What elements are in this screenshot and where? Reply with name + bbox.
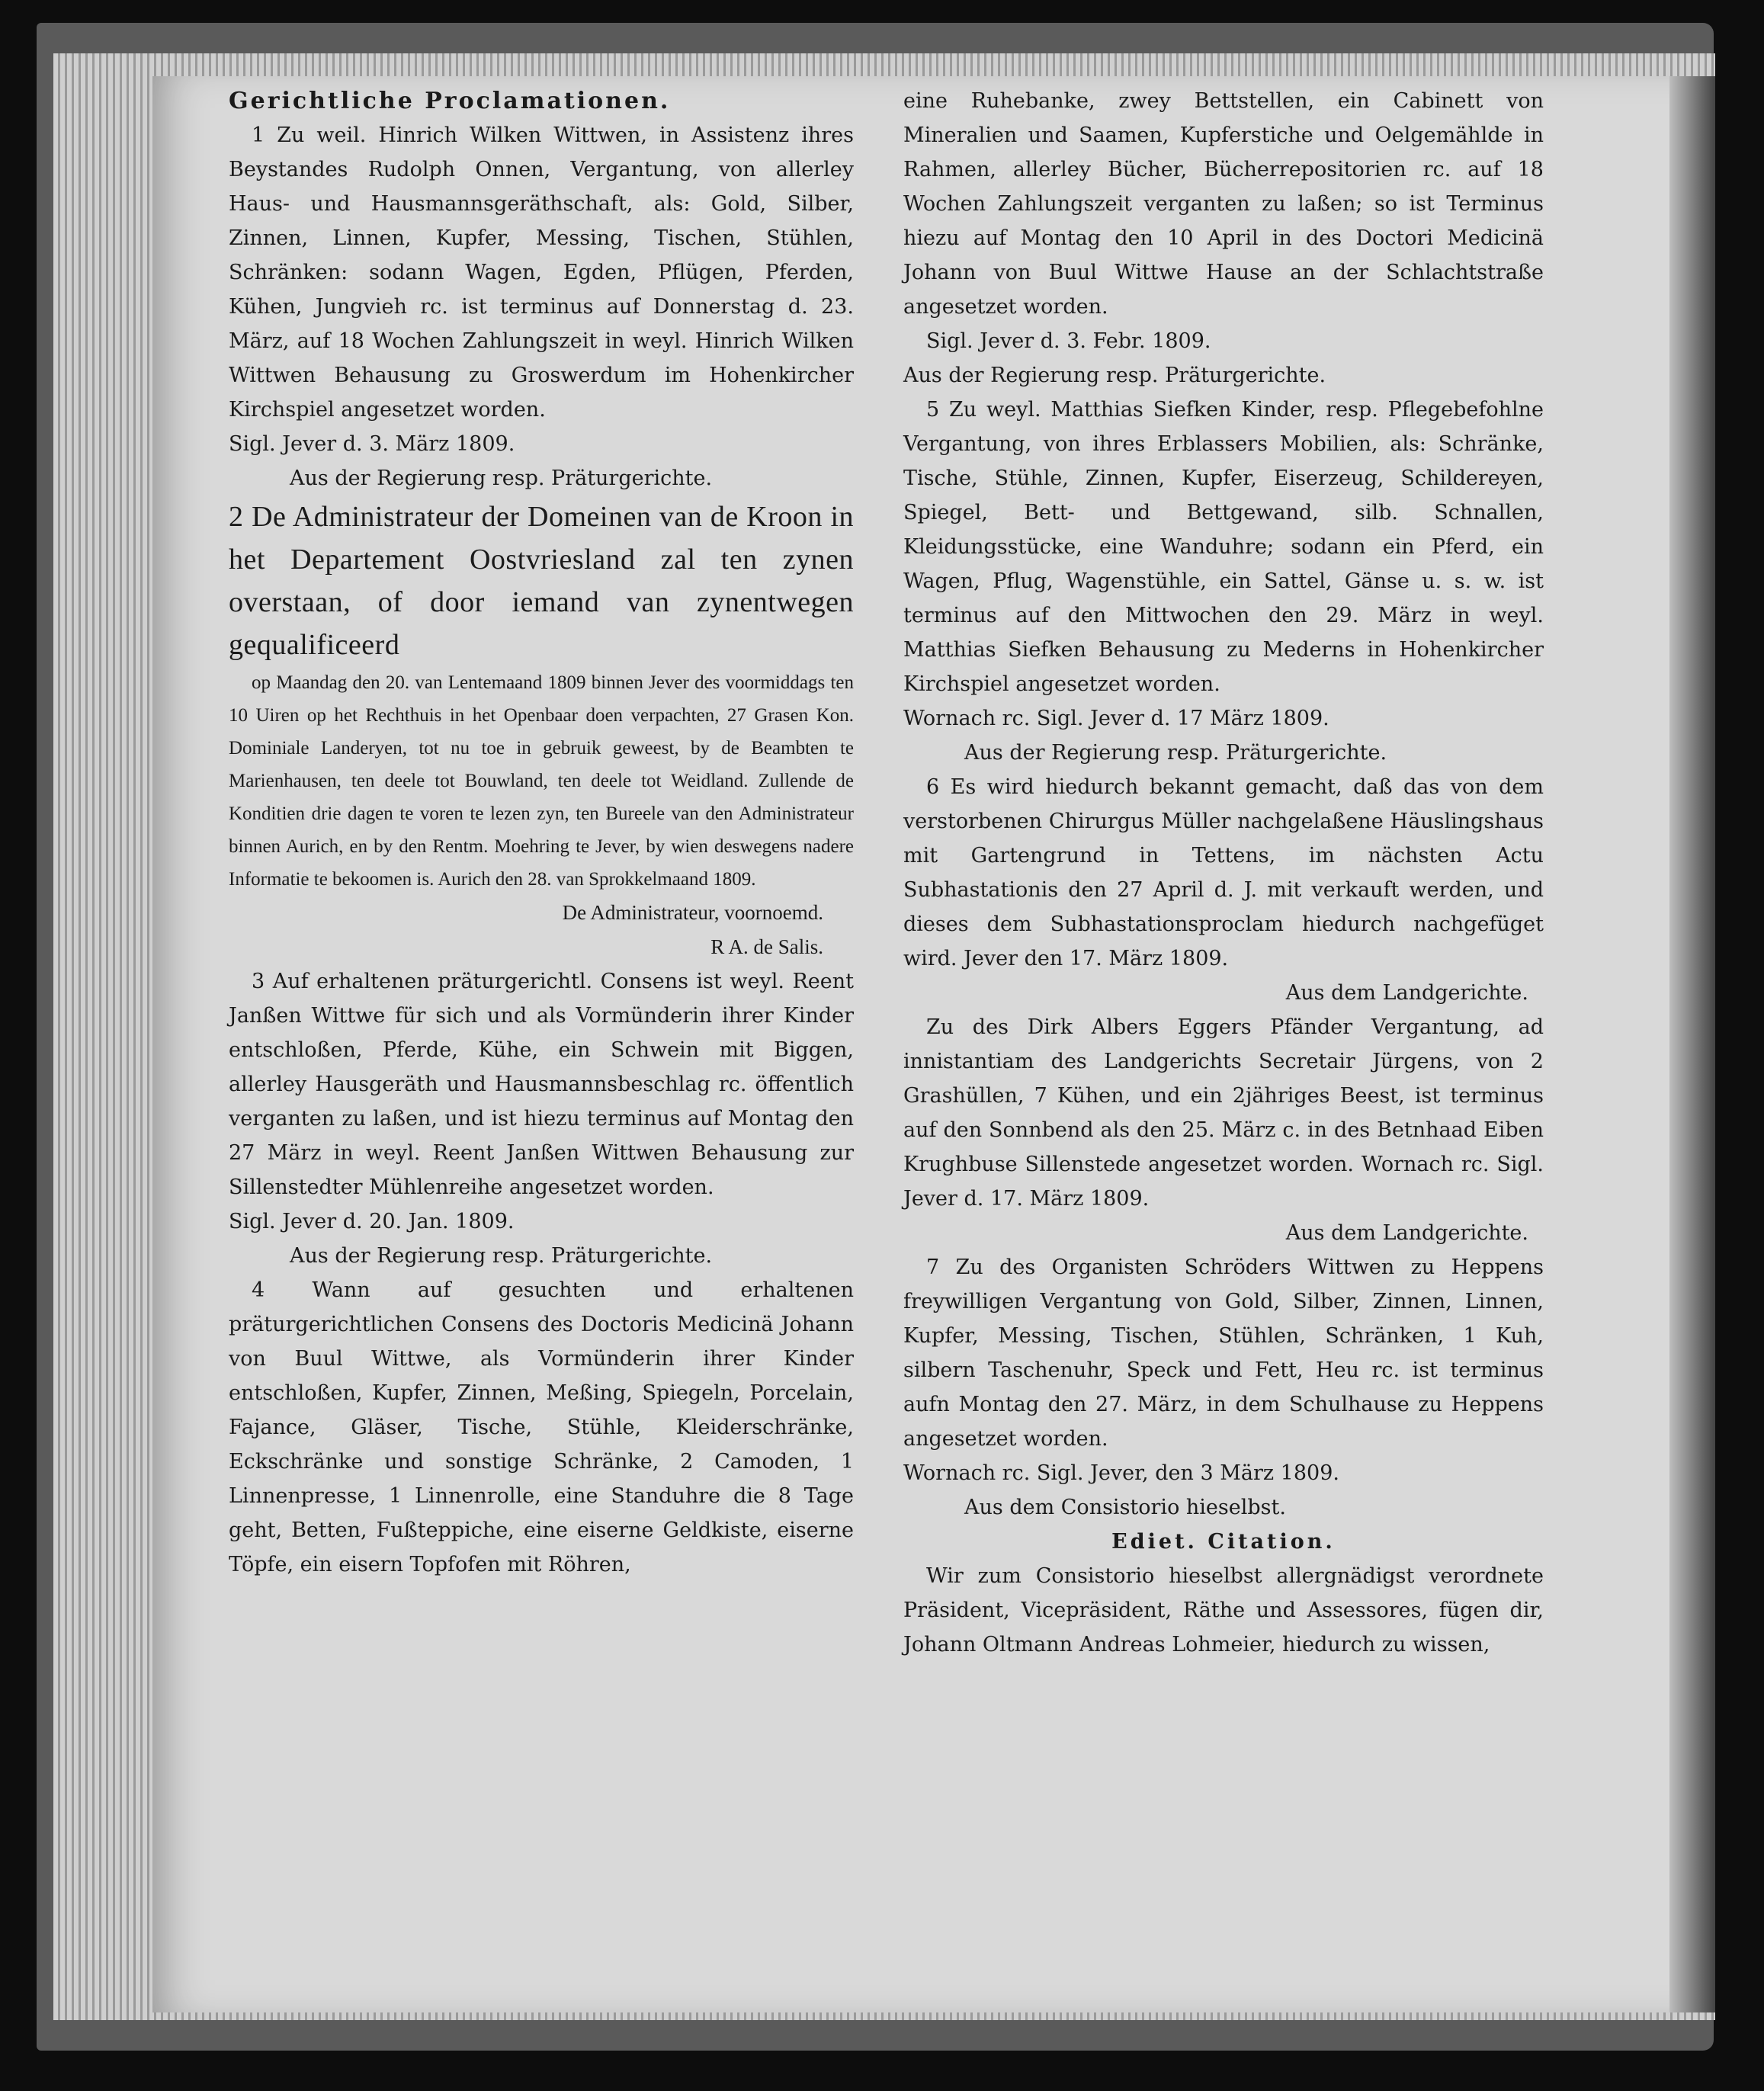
notice-1-signature: Sigl. Jever d. 3. März 1809. [229, 432, 515, 456]
notice-2-name: R A. de Salis. [710, 935, 823, 958]
notice-6-authority: Aus dem Landgerichte. [1285, 981, 1528, 1005]
notice-2-signed-by: De Administrateur, voornoemd. [562, 901, 823, 924]
notice-5-text: 5 Zu weyl. Matthias Siefken Kinder, resp. Pflegebefohlne Vergantung, von ihres Erblassers Mobilien, als: Schränke, Tische, Stühle, Zinnen, Kupfer, Eiserzeug, Schildereyen, Spiegel, Bett- und Bettgewand, silb. Schnallen, Kleidungsstücke, eine Wanduhre; sodann ein Pferd, ein Wagen, Pflug, Wagenstühle, ein Sattel, Gänse u. s. w. ist terminus auf den Mittwochen den 29. März in weyl. Matthias Siefken Behausung zu Mederns in Hohenkircher Kirchspiel angesetzet worden. [903, 398, 1544, 696]
notice-3-authority: Aus der Regierung resp. Präturgerichte. [290, 1244, 713, 1268]
notice-5-signature: Wornach rc. Sigl. Jever d. 17 März 1809. [903, 707, 1329, 730]
page-gutter [1669, 76, 1715, 2012]
notice-4-continued: eine Ruhebanke, zwey Bettstellen, ein Cabinett von Mineralien und Saamen, Kupferstiche und Oelgemählde in Rahmen, allerley Bücher, Bücherrepositorien rc. auf 18 Wochen Zahlungszeit verganten zu laßen; so ist Terminus hiezu auf Montag den 10 April in des Doctori Medicinä Johann von Buul Wittwe Hause an der Schlachtstraße angesetzet worden. [903, 89, 1544, 319]
notice-3-text: 3 Auf erhaltenen präturgerichtl. Consens ist weyl. Reent Janßen Wittwe für sich und als Vormünderin ihrer Kinder entschloßen, Pferde, Kühe, ein Schwein mit Biggen, allerley Hausgeräth und Hausmannsbeschlag rc. öffentlich verganten zu laßen, und ist hiezu terminus auf Montag den 27 März in weyl. Reent Janßen Wittwen Behausung zur Sillenstedter Mühlenreihe angesetzet worden. [229, 970, 854, 1199]
notice-7-signature: Wornach rc. Sigl. Jever, den 3 März 1809. [903, 1461, 1339, 1485]
notice-3-signature: Sigl. Jever d. 20. Jan. 1809. [229, 1210, 515, 1233]
notice-1-authority: Aus der Regierung resp. Präturgerichte. [290, 467, 713, 490]
notice-2-intro: 2 De Administrateur der Domeinen van de Kroon in het Departement Oostvriesland zal ten zynen overstaan, of door iemand van zynentwegen gequalificeerd [229, 501, 854, 661]
notice-7-text: 7 Zu des Organisten Schröders Wittwen zu Heppens freywilligen Vergantung von Gold, Silber, Zinnen, Linnen, Kupfer, Messing, Tischen, Stühlen, Schränken, 1 Kuh, silbern Taschenuhr, Speck und Fett, Heu rc. ist terminus aufn Montag den 27. März, in dem Schulhause zu Heppens angesetzet worden. [903, 1256, 1544, 1451]
section-heading: Gerichtliche Proclamationen. [229, 88, 671, 114]
notice-5-authority: Aus der Regierung resp. Präturgerichte. [964, 741, 1387, 765]
notice-eggers-text: Zu des Dirk Albers Eggers Pfänder Vergantung, ad innistantiam des Landgerichts Secretair Jürgens, von 2 Grashüllen, 7 Kühen, und ein 2jähriges Beest, ist terminus auf den Sonnbend als den 25. März c. in des Betnhaad Eiben Krughbuse Sillenstede angesetzet worden. Wornach rc. Sigl. Jever d. 17. März 1809. [903, 1015, 1544, 1211]
notice-6-text: 6 Es wird hiedurch bekannt gemacht, daß das von dem verstorbenen Chirurgus Müller nachgelaßene Häuslingshaus mit Gartengrund in Tettens, im nächsten Actu Subhastationis den 27 April d. J. mit verkauft werden, und dieses dem Subhastationsproclam hiedurch nachgefüget wird. Jever den 17. März 1809. [903, 775, 1544, 970]
notice-1-text: 1 Zu weil. Hinrich Wilken Wittwen, in Assistenz ihres Beystandes Rudolph Onnen, Vergantung, von allerley Haus- und Hausmannsgeräthschaft, als: Gold, Silber, Zinnen, Linnen, Kupfer, Messing, Tischen, Stühlen, Schränken: sodann Wagen, Egden, Pflügen, Pferden, Kühen, Jungvieh rc. ist terminus auf Donnerstag d. 23. März, auf 18 Wochen Zahlungszeit in weyl. Hinrich Wilken Wittwen Behausung zu Groswerdum im Hohenkircher Kirchspiel angesetzet worden. [229, 123, 854, 422]
edict-heading: Ediet. Citation. [1111, 1530, 1336, 1554]
notice-eggers-authority: Aus dem Landgerichte. [1285, 1221, 1528, 1245]
notice-7-authority: Aus dem Consistorio hieselbst. [964, 1496, 1286, 1519]
notice-4-signature: Sigl. Jever d. 3. Febr. 1809. [926, 329, 1211, 353]
notice-2-text: op Maandag den 20. van Lentemaand 1809 binnen Jever des voormiddags ten 10 Uiren op het Rechthuis in het Openbaar doen verpachten, 27 Grasen Kon. Dominiale Landeryen, tot nu toe in gebruik geweest, by de Beambten te Marienhausen, ten deele tot Bouwland, ten deele tot Weidland. Zullende de Konditien drie dagen te voren te lezen zyn, ten Bureele van den Administrateur binnen Aurich, en by den Rentm. Moehring te Jever, by wien deswegens nadere Informatie te bekoomen is. Aurich den 28. van Sprokkelmaand 1809. [229, 672, 854, 890]
notice-4-text: 4 Wann auf gesuchten und erhaltenen präturgerichtlichen Consens des Doctoris Medicinä Johann von Buul Wittwe, als Vormünderin ihrer Kinder entschloßen, Kupfer, Zinnen, Meßing, Spiegeln, Porcelain, Fajance, Gläser, Tische, Stühle, Kleiderschränke, Eckschränke und sonstige Schränke, 2 Camoden, 1 Linnenpresse, 1 Linnenrolle, eine Standuhre die 8 Tage geht, Betten, Fußteppiche, eine eiserne Geldkiste, eiserne Töpfe, ein eisern Topfofen mit Röhren, [229, 1278, 854, 1576]
edict-text: Wir zum Consistorio hieselbst allergnädigst verordnete Präsident, Vicepräsident, Räthe und Assessores, fügen dir, Johann Oltmann Andreas Lohmeier, hiedurch zu wissen, [903, 1564, 1544, 1656]
notice-4-authority: Aus der Regierung resp. Präturgerichte. [903, 364, 1326, 387]
left-column [229, 84, 854, 1582]
right-column [903, 84, 1544, 1662]
